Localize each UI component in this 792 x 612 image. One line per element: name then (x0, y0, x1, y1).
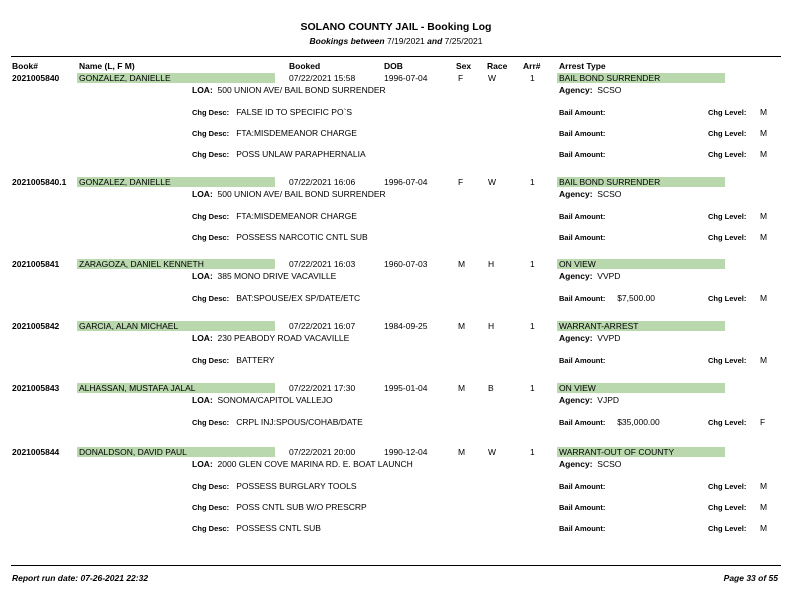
booked-datetime: 07/22/2021 16:06 (289, 177, 356, 187)
loa-label: LOA: (192, 333, 213, 343)
and-label: and (427, 36, 443, 46)
bail-line (559, 128, 617, 138)
charge-line (192, 417, 363, 427)
bail-line (559, 149, 617, 159)
dob: 1984-09-25 (384, 321, 428, 331)
chg-desc-value: POSS CNTL SUB W/O PRESCRP (236, 502, 367, 512)
bail-amount-label: Bail Amount: (559, 108, 606, 117)
bail-amount-label: Bail Amount: (559, 356, 606, 365)
book-number: 2021005841 (12, 259, 60, 269)
col-arrest-type: Arrest Type (559, 61, 606, 71)
arrest-number: 1 (530, 447, 535, 457)
chg-desc-label: Chg Desc: (192, 524, 230, 533)
loa-label: LOA: (192, 459, 213, 469)
chg-level-line (708, 355, 746, 365)
charge-line (192, 211, 357, 221)
chg-desc-value: FTA:MISDEMEANOR CHARGE (236, 128, 357, 138)
loa-line (192, 189, 386, 199)
page-number: Page 33 of 55 (723, 573, 778, 583)
sex: M (458, 447, 466, 457)
chg-level-value: M (760, 355, 768, 365)
col-race: Race (487, 61, 508, 71)
inmate-name-text: DONALDSON, DAVID PAUL (77, 447, 275, 457)
loa-line (192, 395, 333, 405)
arrest-type-text: BAIL BOND SURRENDER (557, 73, 725, 83)
dob: 1960-07-03 (384, 259, 428, 269)
arrest-number: 1 (530, 177, 535, 187)
report-subtitle (0, 36, 792, 46)
booked-datetime: 07/22/2021 15:58 (289, 73, 356, 83)
agency-line (559, 85, 621, 95)
col-arr: Arr# (523, 61, 541, 71)
chg-level-value: M (760, 149, 768, 159)
loa-value: 385 MONO DRIVE VACAVILLE (217, 271, 337, 281)
chg-level-label: Chg Level: (708, 150, 747, 159)
agency-line (559, 459, 621, 469)
sex: M (458, 259, 466, 269)
bail-line (559, 211, 617, 221)
chg-desc-value: POSS UNLAW PARAPHERNALIA (236, 149, 366, 159)
charge-line (192, 293, 360, 303)
loa-line (192, 459, 413, 469)
loa-label: LOA: (192, 85, 213, 95)
chg-desc-label: Chg Desc: (192, 418, 230, 427)
col-name: Name (L, F M) (79, 61, 135, 71)
dob: 1990-12-04 (384, 447, 428, 457)
bail-line (559, 232, 617, 242)
bail-line (559, 417, 660, 427)
inmate-name (77, 383, 275, 393)
bail-line (559, 523, 617, 533)
arrest-type-text: WARRANT-OUT OF COUNTY (557, 447, 725, 457)
agency-label: Agency: (559, 271, 593, 281)
arrest-type (557, 447, 725, 457)
col-booked: Booked (289, 61, 321, 71)
book-number: 2021005842 (12, 321, 60, 331)
chg-level-value: M (760, 293, 768, 303)
agency-value: VVPD (597, 271, 621, 281)
start-date: 7/19/2021 (386, 36, 425, 46)
report-run-date: Report run date: 07-26-2021 22:32 (12, 573, 149, 583)
bail-line (559, 293, 655, 303)
loa-label: LOA: (192, 395, 213, 405)
chg-desc-label: Chg Desc: (192, 212, 230, 221)
bail-amount-label: Bail Amount: (559, 418, 606, 427)
chg-level-line (708, 232, 746, 242)
chg-level-value: M (760, 211, 768, 221)
charge-line (192, 107, 352, 117)
arrest-number: 1 (530, 321, 535, 331)
bail-amount-value: $35,000.00 (617, 417, 660, 427)
agency-label: Agency: (559, 395, 593, 405)
loa-value: 500 UNION AVE/ BAIL BOND SURRENDER (217, 189, 386, 199)
arrest-type-text: WARRANT-ARREST (557, 321, 725, 331)
chg-level-line (708, 149, 746, 159)
bail-amount-label: Bail Amount: (559, 294, 606, 303)
bail-amount-value: $7,500.00 (617, 293, 656, 303)
chg-desc-value: POSSESS BURGLARY TOOLS (236, 481, 357, 491)
inmate-name-text: GARCIA, ALAN MICHAEL (77, 321, 275, 331)
chg-level-line (708, 417, 746, 427)
race: W (488, 73, 497, 83)
chg-level-line (708, 107, 746, 117)
chg-level-label: Chg Level: (708, 503, 747, 512)
loa-value: 2000 GLEN COVE MARINA RD. E. BOAT LAUNCH (217, 459, 413, 469)
footer-rule (11, 565, 781, 566)
chg-level-line (708, 523, 746, 533)
sex: M (458, 321, 466, 331)
dob: 1995-01-04 (384, 383, 428, 393)
bail-line (559, 502, 617, 512)
col-book: Book# (12, 61, 38, 71)
bookings-between-label: Bookings between (309, 36, 385, 46)
book-number: 2021005844 (12, 447, 60, 457)
inmate-name-text: GONZALEZ, DANIELLE (77, 177, 275, 187)
agency-label: Agency: (559, 85, 593, 95)
chg-level-label: Chg Level: (708, 356, 747, 365)
chg-level-label: Chg Level: (708, 233, 747, 242)
arrest-type (557, 383, 725, 393)
chg-level-value: M (760, 523, 768, 533)
bail-amount-label: Bail Amount: (559, 524, 606, 533)
loa-line (192, 271, 336, 281)
inmate-name-text: ALHASSAN, MUSTAFA JALAL (77, 383, 275, 393)
agency-line (559, 395, 619, 405)
bail-amount-label: Bail Amount: (559, 503, 606, 512)
arrest-number: 1 (530, 73, 535, 83)
arrest-number: 1 (530, 383, 535, 393)
inmate-name (77, 321, 275, 331)
col-sex: Sex (456, 61, 472, 71)
booked-datetime: 07/22/2021 17:30 (289, 383, 356, 393)
arrest-type-text: BAIL BOND SURRENDER (557, 177, 725, 187)
arrest-type-text: ON VIEW (557, 259, 725, 269)
charge-line (192, 149, 366, 159)
sex: F (458, 177, 464, 187)
chg-level-value: M (760, 128, 768, 138)
chg-desc-label: Chg Desc: (192, 356, 230, 365)
loa-line (192, 85, 386, 95)
chg-level-label: Chg Level: (708, 294, 747, 303)
chg-desc-label: Chg Desc: (192, 482, 230, 491)
chg-desc-value: POSSESS CNTL SUB (236, 523, 321, 533)
chg-desc-value: CRPL INJ:SPOUS/COHAB/DATE (236, 417, 363, 427)
agency-value: VVPD (597, 333, 621, 343)
chg-level-line (708, 502, 746, 512)
race: B (488, 383, 494, 393)
loa-value: 230 PEABODY ROAD VACAVILLE (217, 333, 350, 343)
chg-desc-value: BATTERY (236, 355, 275, 365)
agency-value: SCSO (597, 85, 622, 95)
loa-label: LOA: (192, 189, 213, 199)
chg-level-value: M (760, 232, 768, 242)
chg-desc-label: Chg Desc: (192, 129, 230, 138)
chg-desc-value: BAT:SPOUSE/EX SP/DATE/ETC (236, 293, 361, 303)
loa-value: 500 UNION AVE/ BAIL BOND SURRENDER (217, 85, 386, 95)
inmate-name (77, 73, 275, 83)
race: H (488, 321, 495, 331)
chg-desc-value: FALSE ID TO SPECIFIC PO`S (236, 107, 353, 117)
charge-line (192, 232, 368, 242)
book-number: 2021005840.1 (12, 177, 67, 187)
bail-line (559, 481, 617, 491)
agency-line (559, 271, 620, 281)
report-title: SOLANO COUNTY JAIL - Booking Log (300, 21, 492, 33)
booked-datetime: 07/22/2021 16:07 (289, 321, 356, 331)
inmate-name (77, 447, 275, 457)
race: H (488, 259, 495, 269)
agency-label: Agency: (559, 333, 593, 343)
bail-amount-label: Bail Amount: (559, 150, 606, 159)
book-number: 2021005840 (12, 73, 60, 83)
chg-level-line (708, 293, 746, 303)
loa-value: SONOMA/CAPITOL VALLEJO (217, 395, 333, 405)
agency-label: Agency: (559, 189, 593, 199)
inmate-name-text: ZARAGOZA, DANIEL KENNETH (77, 259, 275, 269)
arrest-type (557, 73, 725, 83)
charge-line (192, 481, 357, 491)
dob: 1996-07-04 (384, 73, 428, 83)
chg-level-line (708, 481, 746, 491)
bail-line (559, 355, 617, 365)
chg-desc-label: Chg Desc: (192, 233, 230, 242)
sex: F (458, 73, 464, 83)
chg-level-label: Chg Level: (708, 418, 747, 427)
bail-amount-label: Bail Amount: (559, 233, 606, 242)
chg-level-label: Chg Level: (708, 482, 747, 491)
charge-line (192, 355, 275, 365)
race: W (488, 177, 497, 187)
charge-line (192, 128, 357, 138)
bail-amount-label: Bail Amount: (559, 212, 606, 221)
chg-desc-label: Chg Desc: (192, 150, 230, 159)
race: W (488, 447, 497, 457)
arrest-type-text: ON VIEW (557, 383, 725, 393)
dob: 1996-07-04 (384, 177, 428, 187)
inmate-name (77, 177, 275, 187)
booked-datetime: 07/22/2021 20:00 (289, 447, 356, 457)
arrest-number: 1 (530, 259, 535, 269)
sex: M (458, 383, 466, 393)
agency-value: SCSO (597, 189, 622, 199)
chg-level-value: F (760, 417, 766, 427)
chg-level-line (708, 211, 746, 221)
arrest-type (557, 321, 725, 331)
charge-line (192, 502, 367, 512)
agency-label: Agency: (559, 459, 593, 469)
bail-line (559, 107, 617, 117)
chg-level-label: Chg Level: (708, 108, 747, 117)
agency-value: VJPD (597, 395, 620, 405)
chg-desc-value: FTA:MISDEMEANOR CHARGE (236, 211, 357, 221)
agency-line (559, 333, 620, 343)
chg-level-label: Chg Level: (708, 524, 747, 533)
bail-amount-label: Bail Amount: (559, 129, 606, 138)
chg-desc-label: Chg Desc: (192, 108, 230, 117)
inmate-name (77, 259, 275, 269)
inmate-name-text: GONZALEZ, DANIELLE (77, 73, 275, 83)
chg-level-label: Chg Level: (708, 129, 747, 138)
chg-desc-label: Chg Desc: (192, 503, 230, 512)
col-dob: DOB (384, 61, 403, 71)
agency-value: SCSO (597, 459, 622, 469)
chg-desc-label: Chg Desc: (192, 294, 230, 303)
bail-amount-label: Bail Amount: (559, 482, 606, 491)
arrest-type (557, 177, 725, 187)
loa-line (192, 333, 349, 343)
chg-level-line (708, 128, 746, 138)
chg-level-value: M (760, 481, 768, 491)
charge-line (192, 523, 321, 533)
chg-level-value: M (760, 107, 768, 117)
header-rule (11, 56, 781, 57)
chg-level-value: M (760, 502, 768, 512)
arrest-type (557, 259, 725, 269)
chg-level-label: Chg Level: (708, 212, 747, 221)
end-date: 7/25/2021 (444, 36, 483, 46)
agency-line (559, 189, 621, 199)
booked-datetime: 07/22/2021 16:03 (289, 259, 356, 269)
loa-label: LOA: (192, 271, 213, 281)
book-number: 2021005843 (12, 383, 60, 393)
chg-desc-value: POSSESS NARCOTIC CNTL SUB (236, 232, 368, 242)
